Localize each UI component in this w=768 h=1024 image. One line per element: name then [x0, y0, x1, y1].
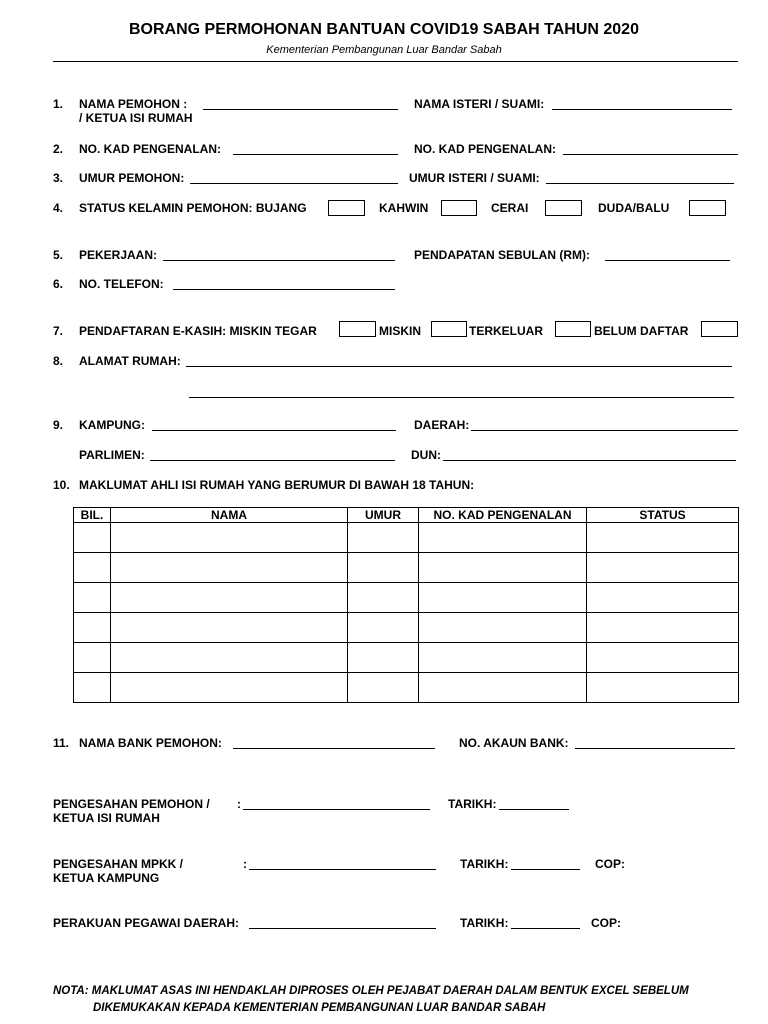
- table-cell[interactable]: [74, 583, 111, 613]
- monthly-income-label: PENDAPATAN SEBULAN (RM):: [414, 248, 590, 262]
- mpkk-date-field[interactable]: [511, 869, 580, 870]
- table-cell[interactable]: [587, 553, 739, 583]
- item-number-9: 9.: [53, 418, 64, 432]
- household-members-label: MAKLUMAT AHLI ISI RUMAH YANG BERUMUR DI BAWAH 18 TAHUN:: [79, 478, 475, 492]
- district-field[interactable]: [471, 430, 738, 431]
- table-row: [74, 523, 739, 553]
- table-cell[interactable]: [419, 643, 587, 673]
- miskin-tegar-checkbox[interactable]: [339, 321, 376, 337]
- table-cell[interactable]: [111, 613, 348, 643]
- applicant-verification-label-2: KETUA ISI RUMAH: [53, 811, 160, 825]
- applicant-name-field[interactable]: [203, 109, 398, 110]
- kahwin-label: KAHWIN: [379, 201, 429, 215]
- bank-name-label: NAMA BANK PEMOHON:: [79, 736, 222, 750]
- household-members-table: [73, 507, 739, 703]
- ekasih-label: PENDAFTARAN E-KASIH: MISKIN TEGAR: [79, 324, 317, 338]
- applicant-name-label: NAMA PEMOHON :: [79, 97, 188, 111]
- home-address-field-line1[interactable]: [186, 366, 732, 367]
- applicant-date-label: TARIKH:: [448, 797, 497, 811]
- terkeluar-label: TERKELUAR: [469, 324, 543, 338]
- table-cell[interactable]: [74, 673, 111, 703]
- parliament-field[interactable]: [150, 460, 395, 461]
- district-officer-stamp-label: COP:: [591, 916, 621, 930]
- table-cell[interactable]: [74, 643, 111, 673]
- district-officer-label: PERAKUAN PEGAWAI DAERAH:: [53, 916, 240, 930]
- applicant-ic-label: NO. KAD PENGENALAN:: [79, 142, 222, 156]
- table-cell[interactable]: [74, 523, 111, 553]
- spouse-name-label: NAMA ISTERI / SUAMI:: [414, 97, 545, 111]
- table-row: [74, 673, 739, 703]
- item-number-5: 5.: [53, 248, 64, 262]
- district-label: DAERAH:: [414, 418, 470, 432]
- phone-field[interactable]: [173, 289, 395, 290]
- applicant-ic-field[interactable]: [233, 154, 398, 155]
- table-cell[interactable]: [419, 553, 587, 583]
- parliament-label: PARLIMEN:: [79, 448, 145, 462]
- item-number-11: 11.: [53, 736, 70, 750]
- miskin-label: MISKIN: [379, 324, 421, 338]
- dun-field[interactable]: [443, 460, 736, 461]
- applicant-age-label: UMUR PEMOHON:: [79, 171, 185, 185]
- table-cell[interactable]: [111, 673, 348, 703]
- header-divider: [53, 61, 738, 62]
- bank-account-label: NO. AKAUN BANK:: [459, 736, 569, 750]
- item-number-1: 1.: [53, 97, 64, 111]
- cerai-label: CERAI: [491, 201, 529, 215]
- home-address-field-line2[interactable]: [189, 397, 734, 398]
- applicant-signature-field[interactable]: [243, 809, 430, 810]
- table-cell[interactable]: [111, 583, 348, 613]
- kahwin-checkbox[interactable]: [441, 200, 477, 216]
- cerai-checkbox[interactable]: [545, 200, 582, 216]
- village-field[interactable]: [152, 430, 396, 431]
- table-row: [74, 583, 739, 613]
- table-row: [74, 643, 739, 673]
- occupation-field[interactable]: [163, 260, 395, 261]
- mpkk-signature-field[interactable]: [249, 869, 436, 870]
- table-cell[interactable]: [419, 583, 587, 613]
- table-body: [74, 523, 739, 703]
- duda-balu-label: DUDA/BALU: [598, 201, 670, 215]
- head-of-household-label: / KETUA ISI RUMAH: [79, 111, 193, 125]
- monthly-income-field[interactable]: [605, 260, 730, 261]
- table-cell[interactable]: [587, 673, 739, 703]
- table-cell[interactable]: [111, 643, 348, 673]
- table-cell[interactable]: [348, 613, 419, 643]
- item-number-3: 3.: [53, 171, 64, 185]
- spouse-name-field[interactable]: [552, 109, 732, 110]
- terkeluar-checkbox[interactable]: [555, 321, 591, 337]
- column-header-bil: BIL.: [74, 508, 111, 523]
- table-cell[interactable]: [348, 523, 419, 553]
- form-subtitle: Kementerian Pembangunan Luar Bandar Sabah: [266, 44, 502, 56]
- mpkk-stamp-label: COP:: [595, 857, 625, 871]
- table-cell[interactable]: [587, 523, 739, 553]
- table-row: [74, 553, 739, 583]
- bujang-checkbox[interactable]: [328, 200, 365, 216]
- item-number-10: 10.: [53, 478, 70, 492]
- applicant-date-field[interactable]: [499, 809, 569, 810]
- table-cell[interactable]: [348, 553, 419, 583]
- spouse-age-field[interactable]: [546, 183, 734, 184]
- applicant-verification-label: PENGESAHAN PEMOHON /: [53, 797, 210, 811]
- column-header-status: STATUS: [587, 508, 739, 523]
- table-cell[interactable]: [348, 673, 419, 703]
- applicant-age-field[interactable]: [190, 183, 398, 184]
- table-cell[interactable]: [419, 613, 587, 643]
- footer-note: [53, 983, 689, 1017]
- dun-label: DUN:: [411, 448, 441, 462]
- table-cell[interactable]: [74, 613, 111, 643]
- belum-daftar-label: BELUM DAFTAR: [594, 324, 689, 338]
- duda-balu-checkbox[interactable]: [689, 200, 726, 216]
- table-cell[interactable]: [587, 613, 739, 643]
- footer-note-line-2: DIKEMUKAKAN KEPADA KEMENTERIAN PEMBANGUNAN LUAR BANDAR SABAH: [93, 1002, 546, 1014]
- column-header-nama: NAMA: [111, 508, 348, 523]
- table-cell[interactable]: [111, 523, 348, 553]
- table-cell[interactable]: [74, 553, 111, 583]
- table-cell[interactable]: [348, 643, 419, 673]
- applicant-verification-colon: :: [237, 797, 241, 811]
- column-header-umur: UMUR: [348, 508, 419, 523]
- district-officer-date-label: TARIKH:: [460, 916, 509, 930]
- mpkk-date-label: TARIKH:: [460, 857, 509, 871]
- table-row: [74, 613, 739, 643]
- mpkk-verification-label: PENGESAHAN MPKK /: [53, 857, 184, 871]
- column-header-ic: NO. KAD PENGENALAN: [419, 508, 587, 523]
- footer-note-line-1: NOTA: MAKLUMAT ASAS INI HENDAKLAH DIPROSES OLEH PEJABAT DAERAH DALAM BENTUK EXCEL SEBELUM: [53, 985, 689, 997]
- item-number-6: 6.: [53, 277, 64, 291]
- item-number-7: 7.: [53, 324, 64, 338]
- item-number-8: 8.: [53, 354, 64, 368]
- table-cell[interactable]: [587, 643, 739, 673]
- phone-label: NO. TELEFON:: [79, 277, 164, 291]
- bank-account-field[interactable]: [575, 748, 735, 749]
- table-cell[interactable]: [587, 583, 739, 613]
- marital-status-label: STATUS KELAMIN PEMOHON: BUJANG: [79, 201, 307, 215]
- home-address-label: ALAMAT RUMAH:: [79, 354, 181, 368]
- table-header-row: [74, 508, 739, 523]
- miskin-checkbox[interactable]: [431, 321, 467, 337]
- item-number-4: 4.: [53, 201, 64, 215]
- table-cell[interactable]: [419, 523, 587, 553]
- item-number-2: 2.: [53, 142, 64, 156]
- district-officer-signature-field[interactable]: [249, 928, 436, 929]
- form-title: BORANG PERMOHONAN BANTUAN COVID19 SABAH TAHUN 2020: [129, 21, 639, 38]
- occupation-label: PEKERJAAN:: [79, 248, 158, 262]
- village-label: KAMPUNG:: [79, 418, 145, 432]
- spouse-age-label: UMUR ISTERI / SUAMI:: [409, 171, 540, 185]
- bank-name-field[interactable]: [233, 748, 435, 749]
- table-cell[interactable]: [348, 583, 419, 613]
- mpkk-verification-label-2: KETUA KAMPUNG: [53, 871, 160, 885]
- mpkk-verification-colon: :: [243, 857, 247, 871]
- table-cell[interactable]: [111, 553, 348, 583]
- belum-daftar-checkbox[interactable]: [701, 321, 738, 337]
- spouse-ic-field[interactable]: [563, 154, 738, 155]
- district-officer-date-field[interactable]: [511, 928, 580, 929]
- spouse-ic-label: NO. KAD PENGENALAN:: [414, 142, 557, 156]
- table-cell[interactable]: [419, 673, 587, 703]
